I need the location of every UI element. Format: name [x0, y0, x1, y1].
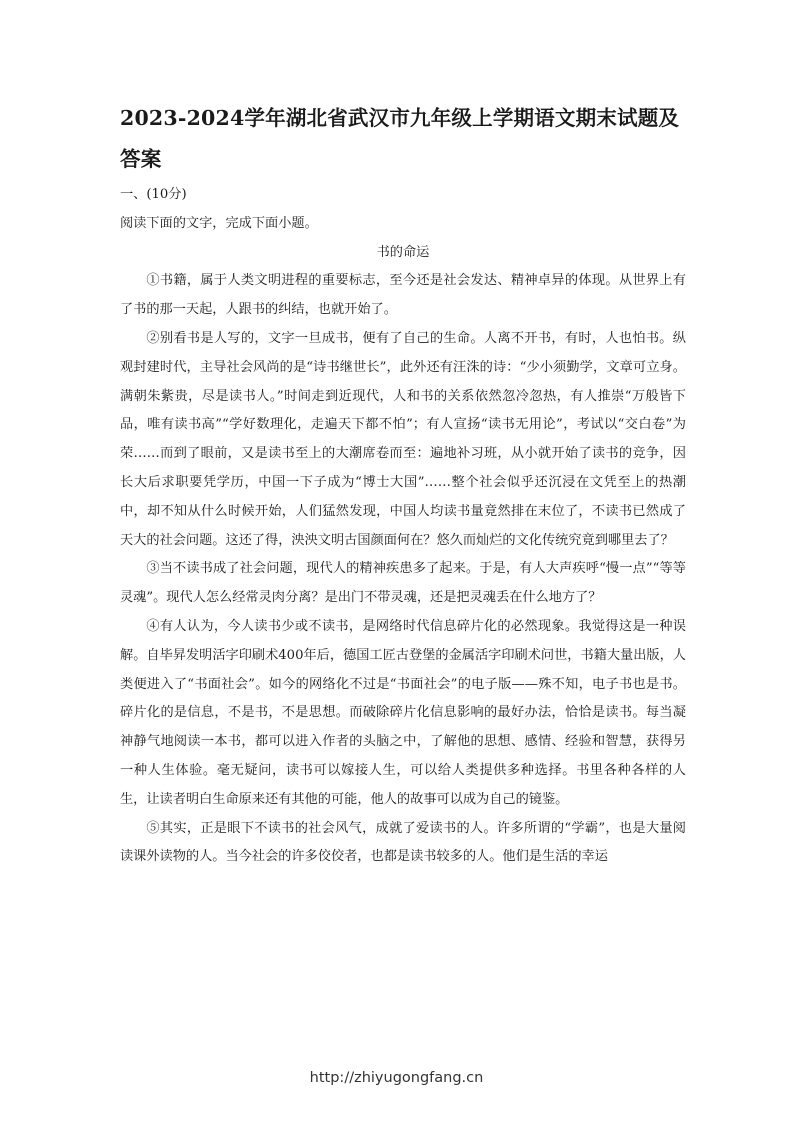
- paragraph-4: ④有人认为，今人读书少或不读书，是网络时代信息碎片化的必然现象。我觉得这是一种误解。自毕昇发明活字印刷术400年后，德国工匠古登堡的金属活字印刷术问世，书籍大量出版，人类便进入了“书面社会”。如今的网络化不过是“书面社会”的电子版——殊不知，电子书也是书。碎片化的是信息，不是书，不是思想。而破除碎片化信息影响的最好办法，恰恰是读书。每当凝神静气地阅读一本书，都可以进入作者的头脑之中，了解他的思想、感情、经验和智慧，获得另一种人生体验。毫无疑问，读书可以嫁接人生，可以给人类提供多种选择。书里各种各样的人生，让读者明白生命原来还有其他的可能，他人的故事可以成为自己的镜鉴。: [120, 618, 686, 807]
- instruction-text: 阅读下面的文字，完成下面小题。: [120, 215, 318, 231]
- paragraph-5: ⑤其实，正是眼下不读书的社会风气，成就了爱读书的人。许多所谓的“学霸”，也是大量阅读课外读物的人。当今社会的许多佼佼者，也都是读书较多的人。他们是生活的幸运: [120, 820, 686, 865]
- paragraph-2: ②别看书是人写的，文字一旦成书，便有了自己的生命。人离不开书，有时，人也怕书。纵观封建时代，主导社会风尚的是“诗书继世长”，此外还有汪洙的诗：“少小须勤学，文章可立身。满朝朱紫贵，尽是读书人。”时间走到近现代，人和书的关系依然忽冷忽热，有人推崇“万般皆下品，唯有读书高”“学好数理化，走遍天下都不怕”；有人宣扬“读书无用论”，考试以“交白卷”为荣……而到了眼前，又是读书至上的大潮席卷而至：遍地补习班，从小就开始了读书的竞争，因长大后求职要凭学历，中国一下子成为“博士大国”……整个社会似乎还沉浸在文凭至上的热潮中，却不知从什么时候开始，人们猛然发现，中国人均读书量竟然排在末位了，不读书已然成了天大的社会问题。这还了得，泱泱文明古国颜面何在？悠久而灿烂的文化传统究竟到哪里去了？: [120, 330, 686, 548]
- article-title: 书的命运: [376, 244, 430, 260]
- paragraph-3: ③当不读书成了社会问题，现代人的精神疾患多了起来。于是，有人大声疾呼“慢一点”“等等灵魂”。现代人怎么经常灵肉分离？是出门不带灵魂，还是把灵魂丢在什么地方了？: [120, 561, 686, 606]
- section-heading: 一、(10分): [120, 187, 187, 202]
- document-title: 2023-2024学年湖北省武汉市九年级上学期语文期末试题及答案: [120, 106, 680, 171]
- footer-url[interactable]: http://zhiyugongfang.cn: [309, 1070, 484, 1086]
- document-body: [120, 181, 686, 872]
- paragraph-1: ①书籍，属于人类文明进程的重要标志，至今还是社会发达、精神卓异的体现。从世界上有了书的那一天起，人跟书的纠结，也就开始了。: [120, 273, 686, 318]
